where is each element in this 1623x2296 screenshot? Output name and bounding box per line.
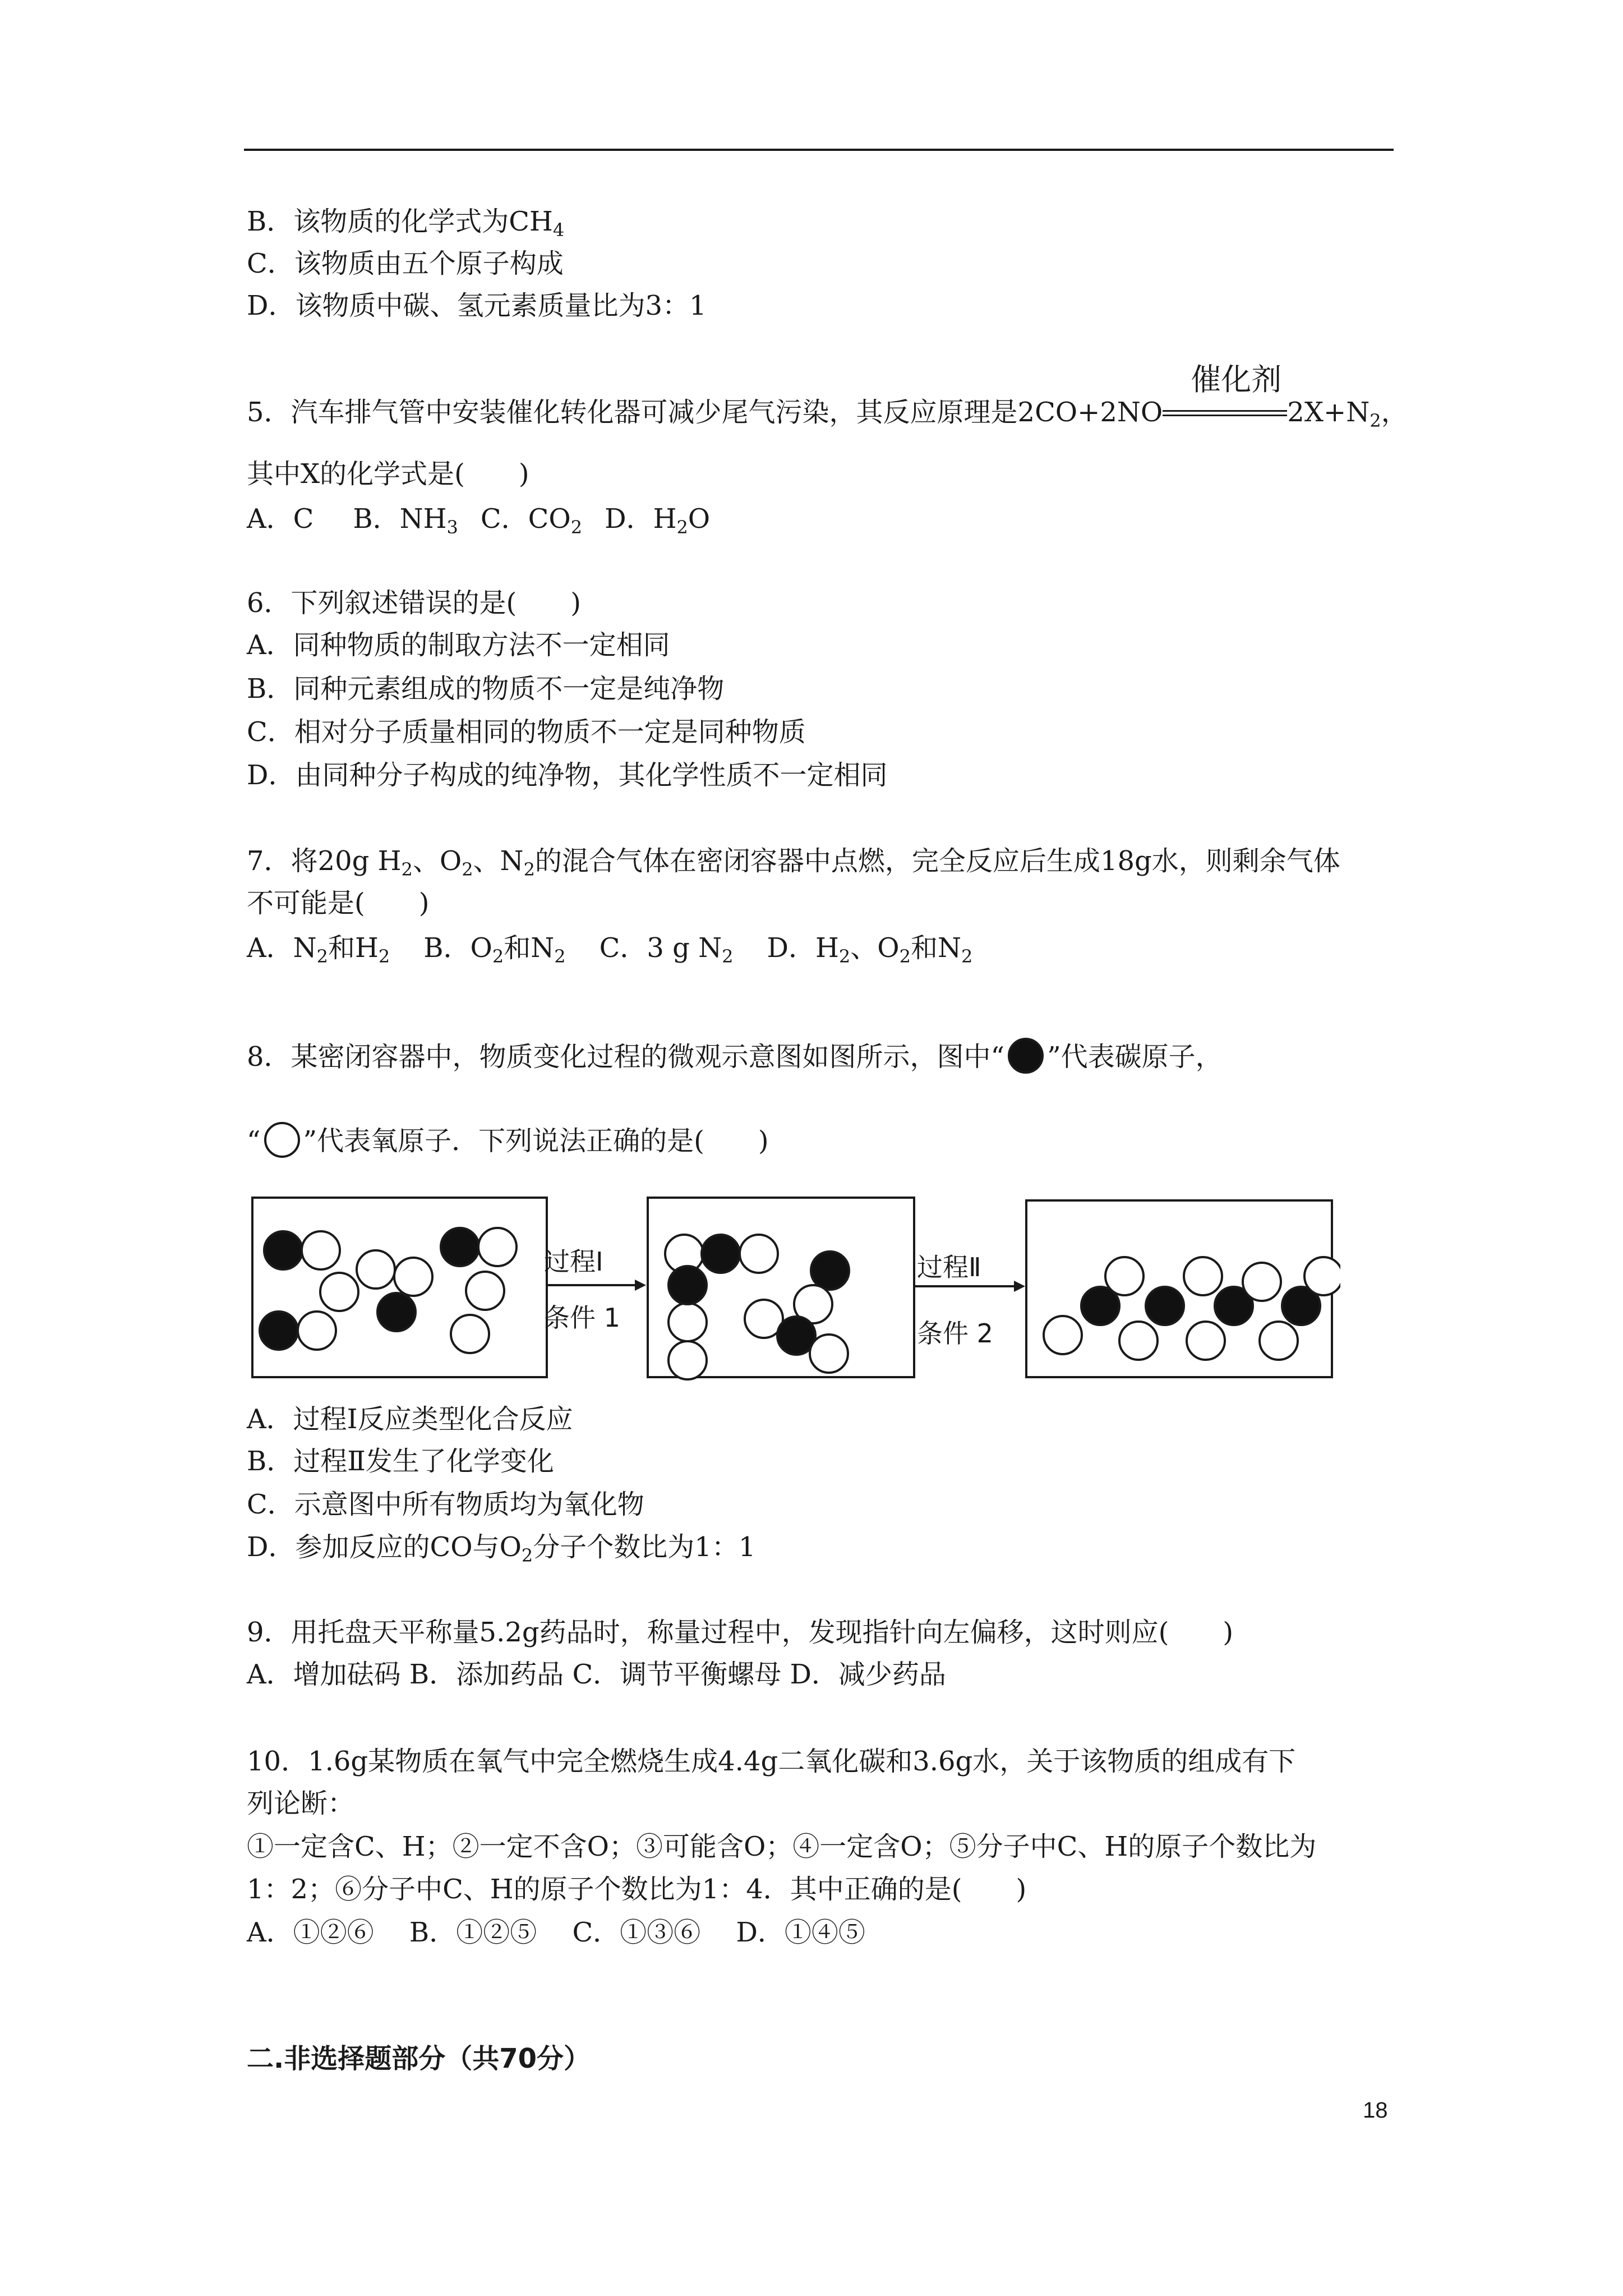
- oxygen-atom: [1304, 1257, 1340, 1295]
- oxygen-atom: [740, 1235, 778, 1273]
- condition2-label: 条件 2: [917, 1318, 993, 1349]
- section-heading: 二.非选择题部分（共70分）: [247, 2043, 591, 2074]
- oxygen-atom: [298, 1312, 336, 1350]
- q6-option-a: A．同种物质的制取方法不一定相同: [247, 629, 670, 661]
- carbon-atom-icon: [1008, 1038, 1044, 1074]
- oxygen-atom: [320, 1273, 358, 1311]
- arrow-process2: [914, 1281, 1025, 1292]
- oxygen-atom: [478, 1228, 517, 1266]
- q10-options: A．①②⑥ B．①②⑤ C．①③⑥ D．①④⑤: [247, 1917, 865, 1948]
- carbon-atom: [1146, 1287, 1184, 1325]
- q8-stem-line2: “ ”代表氧原子．下列说法正确的是( ): [247, 1122, 769, 1158]
- q7-stem: 7．将20g $H_2$、$O_2$、$N_2$的混合气体在密闭容器中点燃，完全反应后生成18g水，则剩余气体: [247, 845, 1340, 880]
- oxygen-atom: [1119, 1322, 1158, 1360]
- oxygen-atom: [1260, 1322, 1298, 1360]
- carbon-atom: [441, 1228, 479, 1266]
- carbon-atom: [260, 1312, 298, 1350]
- process1-label: 过程Ⅰ: [544, 1246, 603, 1277]
- oxygen-atom: [394, 1258, 432, 1296]
- q10-stem: 10．1.6g某物质在氧气中完全燃烧生成4.4g二氧化碳和3.6g水，关于该物质的组成有下: [247, 1746, 1296, 1777]
- oxygen-atom-icon: [264, 1122, 300, 1158]
- q5-stem: 5．汽车排气管中安装催化转化器可减少尾气污染，其反应原理是2CO+2NO 催化剂 $2X+N_2$，: [247, 362, 1408, 431]
- q7-stem-line2: 不可能是( ): [247, 887, 430, 919]
- q6-option-c: C．相对分子质量相同的物质不一定是同种物质: [247, 716, 806, 748]
- q10-stem-line4: 1：2；⑥分子中C、H的原子个数比为1：4．其中正确的是( ): [247, 1874, 1027, 1905]
- q8-option-c: C．示意图中所有物质均为氧化物: [247, 1489, 644, 1520]
- oxygen-atom: [1243, 1263, 1281, 1301]
- oxygen-atom: [1044, 1316, 1082, 1354]
- q5-options: A．C B．$NH_3$ C．$CO_2$ D．$H_2O$: [247, 503, 711, 538]
- q7-options: A．$N_2$和$H_2$ B．$O_2$和$N_2$ C．3 g $N_2$ D．$H_2$、$O_2$和$N_2$: [247, 932, 973, 967]
- q8-option-d: D．参加反应的CO与$O_2$分子个数比为1：1: [247, 1531, 756, 1566]
- q4-option-b: B．该物质的化学式为$CH_4$: [247, 206, 565, 241]
- carbon-atom: [811, 1251, 849, 1290]
- arrow-process1: [547, 1280, 646, 1291]
- q4-option-c: C．该物质由五个原子构成: [247, 248, 564, 279]
- reaction-diagram: [247, 1192, 1340, 1383]
- q8-stem: 8．某密闭容器中，物质变化过程的微观示意图如图所示，图中“ ”代表碳原子，: [247, 1038, 1223, 1074]
- condition1-label: 条件 1: [544, 1303, 620, 1333]
- oxygen-atom: [1184, 1257, 1222, 1295]
- oxygen-atom: [810, 1335, 848, 1373]
- oxygen-atom: [302, 1231, 340, 1269]
- carbon-atom: [668, 1266, 707, 1304]
- q6-option-d: D．由同种分子构成的纯净物，其化学性质不一定相同: [247, 760, 888, 791]
- q6-stem: 6．下列叙述错误的是( ): [247, 587, 581, 619]
- oxygen-atom: [451, 1315, 489, 1353]
- q6-option-b: B．同种元素组成的物质不一定是纯净物: [247, 673, 725, 705]
- oxygen-atom: [357, 1250, 395, 1289]
- oxygen-atom: [466, 1272, 504, 1310]
- q10-stem-line2: 列论断：: [247, 1788, 355, 1819]
- oxygen-atom: [668, 1341, 707, 1379]
- q9-stem: 9．用托盘天平称量5.2g药品时，称量过程中，发现指针向左偏移，这时则应( ): [247, 1617, 1234, 1648]
- q10-stem-line3: ①一定含C、H；②一定不含O；③可能含O；④一定含O；⑤分子中C、H的原子个数比为: [247, 1831, 1317, 1862]
- oxygen-atom: [1105, 1257, 1144, 1295]
- q5-stem-line2: 其中X的化学式是( ): [247, 458, 529, 490]
- q9-options: A．增加砝码 B．添加药品 C．调节平衡螺母 D．减少药品: [247, 1659, 946, 1690]
- catalyst-label: 催化剂: [1191, 362, 1282, 397]
- oxygen-atom: [1187, 1322, 1225, 1360]
- header-rule: [244, 149, 1394, 151]
- q4-option-d: D．该物质中碳、氢元素质量比为3：1: [247, 290, 707, 321]
- carbon-atom: [702, 1235, 740, 1273]
- carbon-atom: [377, 1293, 416, 1331]
- catalyst-arrow: [1163, 362, 1287, 429]
- process2-label: 过程Ⅱ: [917, 1252, 981, 1282]
- q8-option-a: A．过程Ⅰ反应类型化合反应: [247, 1404, 573, 1435]
- q8-option-b: B．过程Ⅱ发生了化学变化: [247, 1446, 554, 1477]
- oxygen-atom: [668, 1303, 707, 1341]
- page-number: 18: [1363, 2098, 1388, 2123]
- carbon-atom: [264, 1231, 302, 1269]
